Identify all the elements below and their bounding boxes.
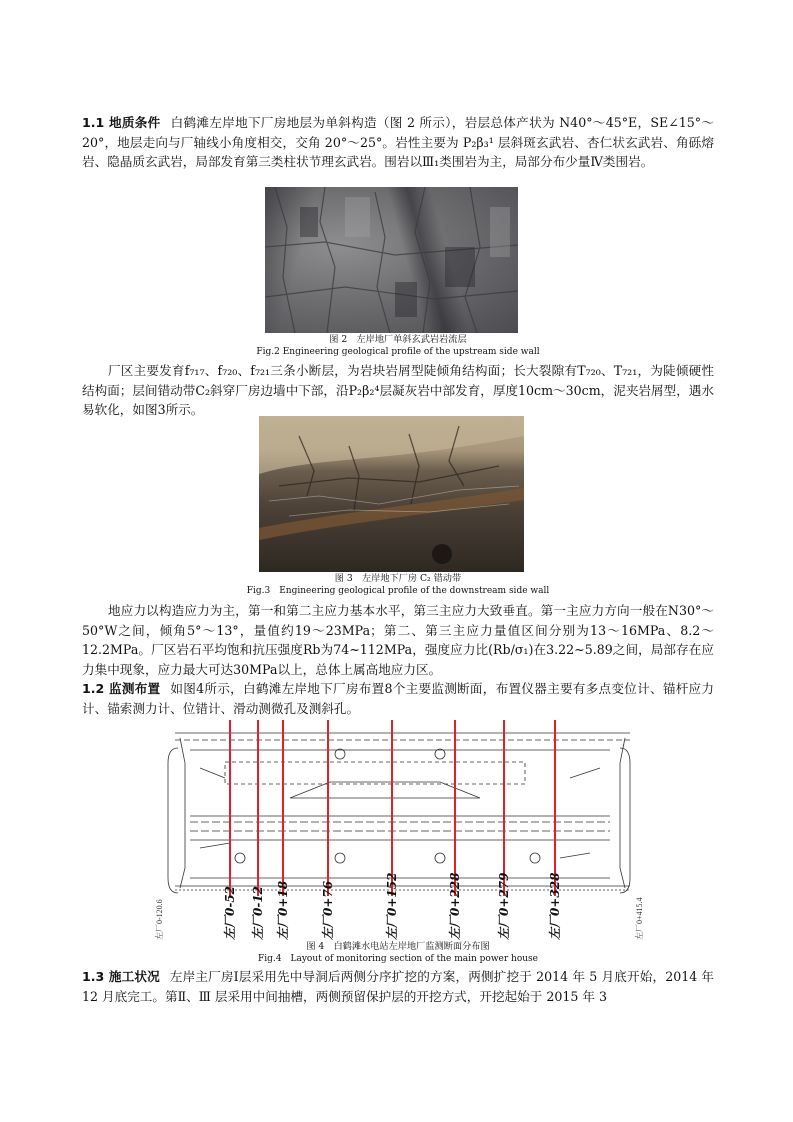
monitoring-section-label: 左厂0+279 bbox=[497, 872, 511, 940]
end-label-left: 左厂0-120.6 bbox=[155, 899, 164, 940]
c2-zone-texture bbox=[259, 416, 524, 572]
figure-3-photo bbox=[259, 416, 524, 572]
section-1-1-heading: 1.1 地质条件 bbox=[82, 115, 161, 130]
section-1-1-text: 白鹤滩左岸地下厂房地层为单斜构造（图 2 所示），岩层总体产状为 N40°～45°E，SE∠15°～20°，地层走向与厂轴线小角度相交，交角 20°～25°。岩性主要为 P₂β₃¹ 层斜斑玄武岩、杏仁状玄武岩、角砾熔岩、隐晶质玄武岩，局部发育第三类柱状节理玄武岩。围岩以Ⅲ₁类围岩为主，局部分布少量Ⅳ类围岩。 bbox=[82, 115, 715, 170]
figure-4-layout-drawing bbox=[130, 718, 650, 943]
monitoring-section-lines bbox=[230, 720, 555, 896]
monitoring-section-label: 左厂0+228 bbox=[448, 872, 462, 940]
section-1-2-paragraph bbox=[82, 679, 714, 718]
section-1-1-paragraph bbox=[82, 113, 714, 172]
section-1-3-heading: 1.3 施工状况 bbox=[82, 969, 160, 984]
section-1-3-text: 左岸主厂房Ⅰ层采用先中导洞后两侧分序扩挖的方案，两侧扩挖于 2014 年 5 月底开始，2014 年 12 月底完工。第Ⅱ、Ⅲ 层采用中间抽槽，两侧预留保护层的开挖方式，开挖起始于 2015 年 3 bbox=[82, 969, 714, 1004]
monitoring-section-labels bbox=[223, 872, 562, 941]
figure-3-caption-cn: 图 3 左岸地下厂房 C₂ 错动带 bbox=[334, 573, 462, 584]
monitoring-section-label: 左厂0+18 bbox=[276, 880, 290, 940]
stress-paragraph: 地应力以构造应力为主，第一和第二主应力基本水平，第三主应力大致垂直。第一主应力方向一般在N30°～50°W之间，倾角5°～13°，量值约19～23MPa；第二、第三主应力量值区间分别为13～16MPa、8.2～12.2MPa。厂区岩石平均饱和抗压强度Rb为74~112MPa，强度应力比(Rb/σ₁)在3.22~5.89之间，局部存在应力集中现象，应力最大可达30MPa以上，总体上属高地应力区。 bbox=[82, 603, 714, 677]
section-1-2-text: 如图4所示，白鹤滩左岸地下厂房布置8个主要监测断面，布置仪器主要有多点变位计、锚杆应力计、锚索测力计、位错计、滑动测微孔及测斜孔。 bbox=[82, 681, 715, 716]
monitoring-section-label: 左厂0+76 bbox=[321, 880, 335, 940]
figure-2-caption-cn: 图 2 左岸地厂单斜玄武岩岩流层 bbox=[329, 334, 467, 345]
monitoring-section-label: 左厂0+152 bbox=[385, 872, 399, 940]
figure-2-caption-en: Fig.2 Engineering geological profile of the upstream side wall bbox=[256, 347, 540, 357]
section-1-3-paragraph bbox=[82, 967, 714, 1006]
monitoring-section-label: 左厂0+328 bbox=[548, 872, 562, 940]
figure-4-caption-en: Fig.4 Layout of monitoring section of the main power house bbox=[258, 954, 538, 964]
end-label-right: 左厂0+415.4 bbox=[635, 897, 644, 940]
monitoring-section-label: 左厂0-12 bbox=[251, 885, 265, 940]
figure-2-photo bbox=[265, 187, 518, 333]
figure-3-caption-en: Fig.3 Engineering geological profile of the downstream side wall bbox=[246, 586, 550, 596]
figure-4-caption-cn: 图 4 白鹤滩水电站左岸地厂监测断面分布图 bbox=[306, 941, 490, 952]
section-1-2-heading: 1.2 监测布置 bbox=[82, 681, 161, 696]
rock-texture bbox=[265, 187, 518, 333]
monitoring-section-label: 左厂0-52 bbox=[223, 885, 237, 940]
fault-paragraph: 厂区主要发育f₇₁₇、f₇₂₀、f₇₂₁三条小断层，为岩块岩屑型陡倾角结构面；长大裂隙有T₇₂₀、T₇₂₁，为陡倾硬性结构面；层间错动带C₂斜穿厂房边墙中下部，沿P₂β₂⁴层凝灰岩中部发育，厚度10cm～30cm，泥夹岩屑型，遇水易软化，如图3所示。 bbox=[82, 363, 714, 418]
